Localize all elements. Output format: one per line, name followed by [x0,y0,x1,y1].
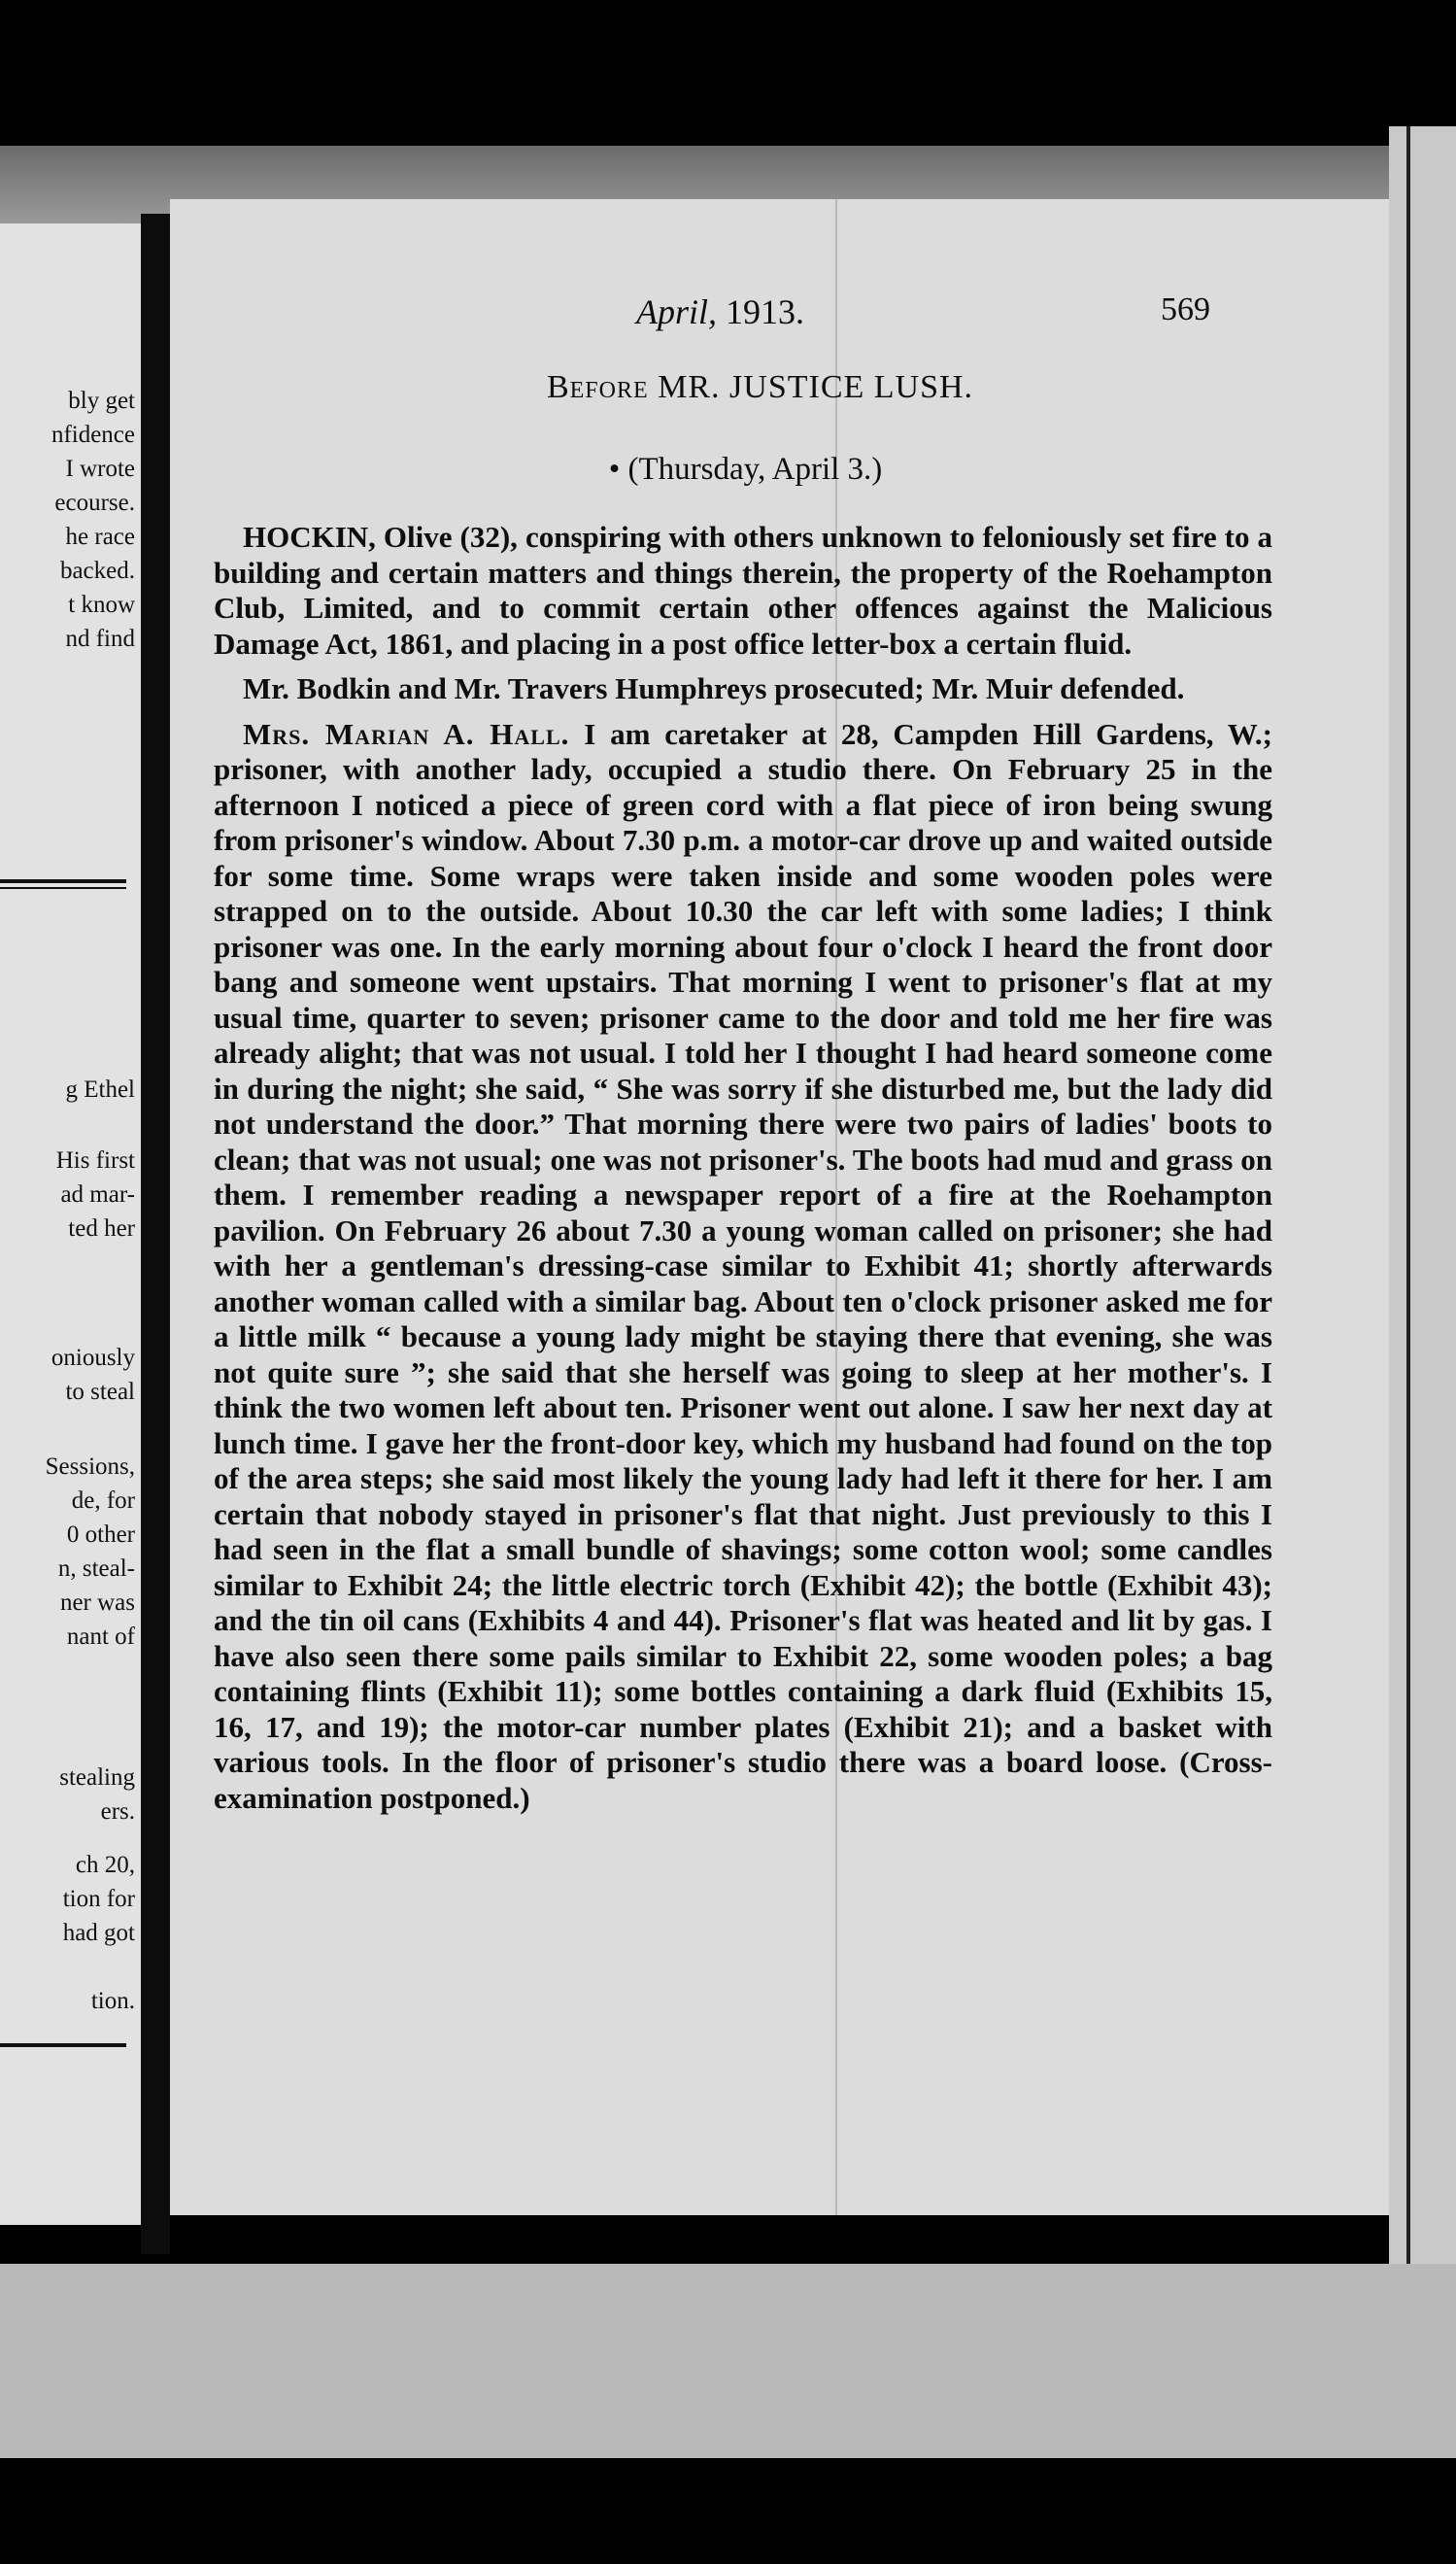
court-justice: MR. JUSTICE LUSH. [658,369,974,405]
facing-page-line: I wrote [65,456,135,482]
facing-page-line: 0 other [66,1521,135,1548]
testimony-text: I am caretaker at 28, Campden Hill Gardens, W.; prisoner, with another lady, occupied a studio there. On February 25 in the afternoon I noticed a piece of green cord with a flat piece of iron being swung from prisoner's window. About 7.30 p.m. a motor-car drove up and waited outside for some time. Some wraps were taken inside and some wooden poles were strapped on to the outside. About 10.30 the car left with some ladies; I think prisoner was one. In the early morning about four o'clock I heard the front door bang and someone went upstairs. That morning I went to prisoner's flat at my usual time, quarter to seven; prisoner came to the door and told me her fire was already alight; that was not usual. I told her I thought I had heard someone come in during the night; she said, “ She was sorry if she disturbed me, but the lady did not understand the door.” That morning there were two pairs of ladies' boots to clean; that was not usual; one was not prisoner's. The boots had mud and grass on them. I remember reading a newspaper report of a fire at the Roehampton pavilion. On February 26 about 7.30 a young woman called on prisoner; she had with her a gentleman's dressing-case similar to Exhibit 41; shortly afterwards another woman called with a similar bag. About ten o'clock prisoner asked me for a little milk “ because a young lady might be staying there that evening, she was not quite sure ”; she said that she herself was going to sleep at her mother's. I think the two women left about ten. Prisoner went out alone. I saw her next day at lunch time. I gave her the front-door key, which my husband had found on the top of the area steps; she said most likely the young lady had left it there for her. I am certain that nobody stayed in prisoner's flat that night. Just previously to this I had seen in the flat a small bundle of shavings; some cotton wool; some candles similar to Exhibit 24; the little electric torch (Exhibit 42); the bottle (Exhibit 43); and the tin oil cans (Exhibits 4 and 44). Prisoner's flat was heated and lit by gas. I have also seen there some pails similar to Exhibit 22, some wooden poles; a bag containing flints (Exhibit 11); some bottles containing a dark fluid (Exhibits 15, 16, 17, and 19); the motor-car number plates (Exhibit 21); and a basket with various tools. In the floor of prisoner's studio there was a board loose. (Cross-examination postponed.) [214,716,1273,1815]
facing-page-line: bly get [68,388,135,414]
facing-page-line: tion. [90,1988,135,2014]
facing-page-line: nd find [65,626,135,652]
facing-page-line: had got [62,1920,135,1946]
counsel-paragraph: Mr. Bodkin and Mr. Travers Humphreys prosecuted; Mr. Muir defended. [243,671,1185,705]
facing-page-line: ers. [100,1798,135,1825]
section-rule [0,879,126,883]
indictment-paragraph: HOCKIN, Olive (32), conspiring with others unknown to feloniously set fire to a building and certain matters and things therein, the property of the Roehampton Club, Limited, and to commit certain other offences against the Malicious Damage Act, 1861, and placing in a post office letter-box a certain fluid. [214,520,1272,661]
facing-page-line: t know [68,592,135,618]
facing-page-line: oniously [51,1345,135,1371]
court-before: Before [546,369,649,405]
facing-page-line: ecourse. [54,490,135,516]
facing-page-line: nfidence [51,422,135,448]
witness-name: Mrs. Marian A. Hall. [243,716,570,751]
facing-page-line: g Ethel [65,1077,135,1103]
section-rule [0,887,126,889]
facing-page-line: His first [55,1147,135,1174]
scan-bottom-area [0,2264,1456,2458]
page-number: 569 [1161,291,1210,327]
facing-page-line: to steal [65,1379,135,1405]
facing-page-left [0,223,143,2225]
facing-page-line: ted her [68,1215,135,1242]
facing-page-line: ch 20, [75,1852,135,1878]
facing-page-line: de, for [71,1487,135,1514]
witness-testimony [214,717,1272,1817]
film-edge-strip [1389,126,1456,2312]
court-heading [170,369,1389,406]
book-gutter [141,214,170,2254]
facing-page-line: ad mar- [60,1181,135,1208]
case-body [214,520,1272,1816]
facing-page-line: Sessions, [45,1453,135,1480]
document-page [170,199,1389,2215]
facing-page-line: he race [65,524,135,550]
running-head: April, 1913. [636,292,805,331]
facing-page-line: n, steal- [57,1555,135,1582]
facing-page-line: nant of [66,1624,135,1650]
sitting-date: • (Thursday, April 3.) [608,452,883,487]
page-header [170,291,1389,340]
facing-page-line: tion for [62,1886,135,1912]
facing-page-line: backed. [59,558,135,584]
facing-page-line: ner was [59,1590,135,1616]
section-rule [0,2043,126,2047]
facing-page-line: stealing [59,1764,135,1791]
